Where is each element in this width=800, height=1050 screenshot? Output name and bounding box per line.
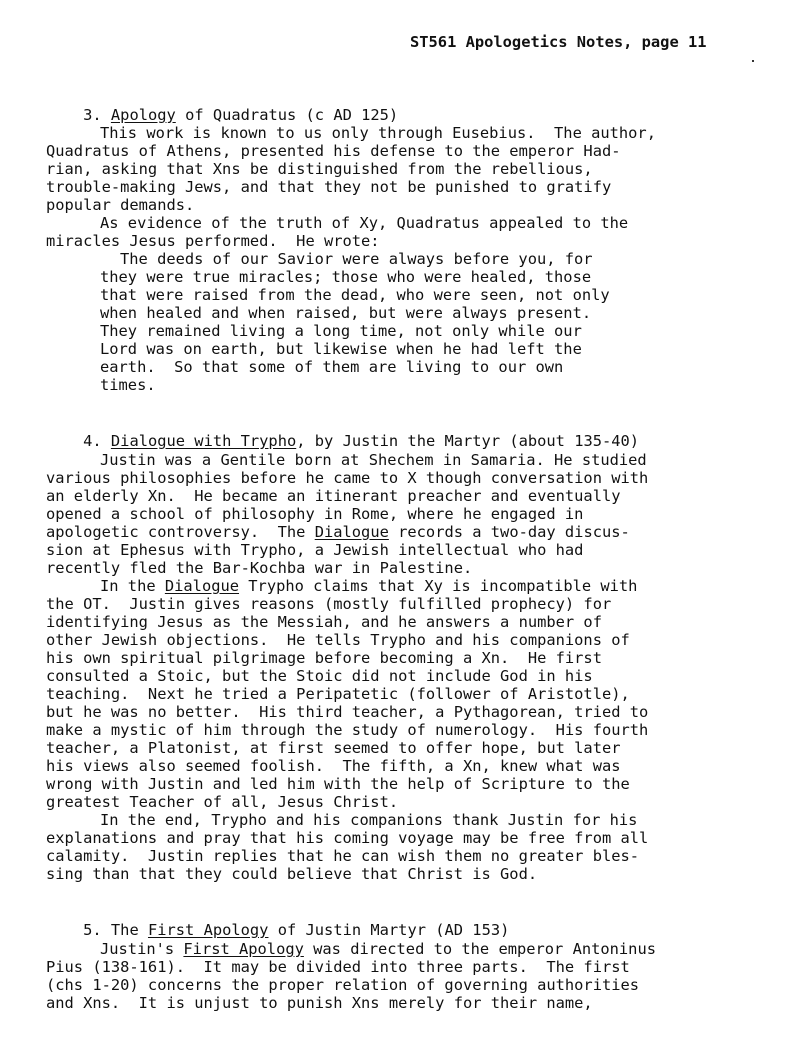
text-run: records a two-day discus- — [388, 523, 630, 541]
book-title: Dialogue — [314, 523, 389, 541]
text-line: In the end, Trypho and his companions thank Justin for his — [100, 811, 638, 829]
text-line: trouble-making Jews, and that they not be punished to gratify — [46, 178, 612, 196]
text-line: explanations and pray that his coming voyage may be free from all — [46, 829, 649, 847]
text-line: miracles Jesus performed. He wrote: — [46, 232, 380, 250]
text-line: calamity. Justin replies that he can wish them no greater bles- — [46, 847, 640, 865]
quote-line: earth. So that some of them are living to our own — [100, 358, 564, 376]
text-line: As evidence of the truth of Xy, Quadratus appealed to the — [100, 214, 629, 232]
section-title-pre: The — [110, 921, 148, 939]
text-line — [46, 523, 630, 541]
quote-line: Lord was on earth, but likewise when he had left the — [100, 340, 582, 358]
text-line: Quadratus of Athens, presented his defense to the emperor Had- — [46, 142, 621, 160]
text-line: popular demands. — [46, 196, 195, 214]
text-line: his own spiritual pilgrimage before becoming a Xn. He first — [46, 649, 602, 667]
text-line — [100, 577, 637, 595]
text-run: In the — [100, 577, 165, 595]
section-title: First Apology — [147, 921, 269, 939]
text-line: and Xns. It is unjust to punish Xns merely for their name, — [46, 994, 593, 1012]
section-title-rest: , by Justin the Martyr (about 135-40) — [296, 432, 640, 450]
text-line: the OT. Justin gives reasons (mostly fulfilled prophecy) for — [46, 595, 612, 613]
text-line: wrong with Justin and led him with the help of Scripture to the — [46, 775, 630, 793]
quote-line: they were true miracles; those who were healed, those — [100, 268, 592, 286]
section-title-rest: of Justin Martyr (AD 153) — [268, 921, 510, 939]
text-line: opened a school of philosophy in Rome, where he engaged in — [46, 505, 584, 523]
text-line: but he was no better. His third teacher, a Pythagorean, tried to — [46, 703, 649, 721]
text-run: Trypho claims that Xy is incompatible with — [239, 577, 638, 595]
text-line: an elderly Xn. He became an itinerant preacher and eventually — [46, 487, 621, 505]
section-number: 5. — [83, 921, 102, 939]
text-line: (chs 1-20) concerns the proper relation of governing authorities — [46, 976, 640, 994]
text-line: various philosophies before he came to X though conversation with — [46, 469, 649, 487]
section-heading-3 — [46, 88, 399, 124]
quote-line: They remained living a long time, not only while our — [100, 322, 582, 340]
quote-line: when healed and when raised, but were always present. — [100, 304, 592, 322]
book-title: Dialogue — [164, 577, 240, 595]
section-title-rest: of Quadratus (c AD 125) — [185, 106, 399, 124]
text-line: This work is known to us only through Eusebius. The author, — [100, 124, 656, 142]
text-line: sion at Ephesus with Trypho, a Jewish intellectual who had — [46, 541, 584, 559]
text-line — [100, 940, 656, 958]
text-line: teacher, a Platonist, at first seemed to offer hope, but later — [46, 739, 621, 757]
text-line: sing than that they could believe that Christ is God. — [46, 865, 538, 883]
section-heading-5 — [46, 903, 510, 939]
text-line: make a mystic of him through the study of numerology. His fourth — [46, 721, 649, 739]
text-line: identifying Jesus as the Messiah, and he answers a number of — [46, 613, 602, 631]
section-title: Apology — [110, 106, 176, 124]
text-run: apologetic controversy. The — [46, 523, 315, 541]
text-run: Justin's — [100, 940, 184, 958]
text-line: other Jewish objections. He tells Trypho and his companions of — [46, 631, 630, 649]
speck — [752, 60, 754, 62]
section-heading-4 — [46, 414, 640, 450]
section-title: Dialogue with Trypho — [110, 432, 297, 450]
page-header: ST561 Apologetics Notes, page 11 — [410, 33, 707, 51]
text-run: was directed to the emperor Antoninus — [303, 940, 656, 958]
text-line: recently fled the Bar-Kochba war in Palestine. — [46, 559, 473, 577]
text-line: Justin was a Gentile born at Shechem in Samaria. He studied — [100, 451, 647, 469]
text-line: teaching. Next he tried a Peripatetic (follower of Aristotle), — [46, 685, 630, 703]
quote-line: times. — [100, 376, 156, 394]
text-line: his views also seemed foolish. The fifth, a Xn, knew what was — [46, 757, 621, 775]
text-line: rian, asking that Xns be distinguished from the rebellious, — [46, 160, 593, 178]
quote-line: The deeds of our Savior were always before you, for — [120, 250, 593, 268]
section-number: 4. — [83, 432, 102, 450]
text-line: consulted a Stoic, but the Stoic did not include God in his — [46, 667, 593, 685]
quote-line: that were raised from the dead, who were seen, not only — [100, 286, 610, 304]
section-number: 3. — [83, 106, 102, 124]
text-line: Pius (138-161). It may be divided into three parts. The first — [46, 958, 630, 976]
book-title: First Apology — [183, 940, 304, 958]
text-line: greatest Teacher of all, Jesus Christ. — [46, 793, 399, 811]
